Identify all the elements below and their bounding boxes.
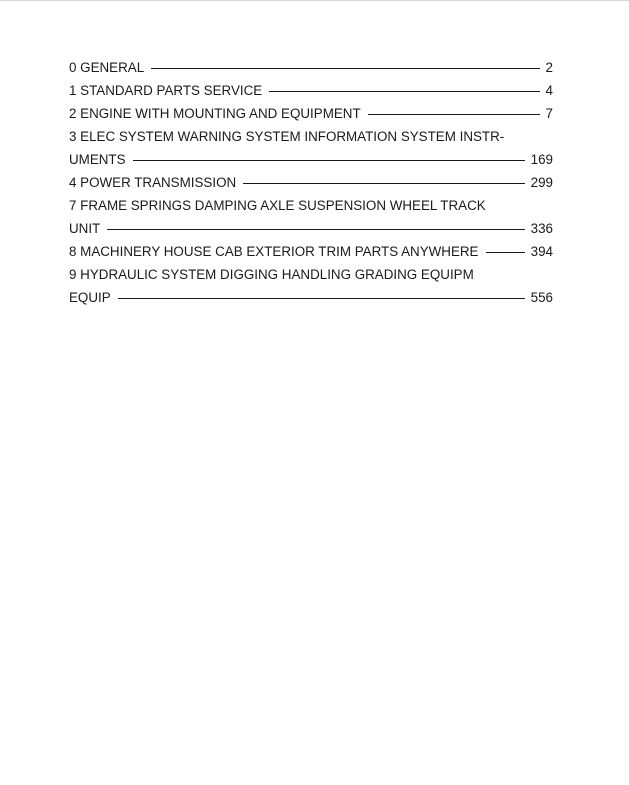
toc-entry-title: 2 ENGINE WITH MOUNTING AND EQUIPMENT <box>69 106 361 121</box>
toc-page-number: 169 <box>530 152 553 167</box>
table-of-contents <box>69 56 553 309</box>
toc-page-number: 394 <box>530 244 553 259</box>
toc-leader-line <box>368 114 540 115</box>
toc-leader-line <box>107 229 524 230</box>
page-top-border <box>0 0 629 1</box>
toc-entry-title-line1: 3 ELEC SYSTEM WARNING SYSTEM INFORMATION SYSTEM INSTR- <box>69 129 505 144</box>
toc-leader-line <box>133 160 525 161</box>
toc-entry-title-line2: UNIT <box>69 221 101 236</box>
toc-entry-elec-system[interactable] <box>69 125 553 171</box>
toc-entry-title-line2: EQUIP <box>69 290 111 305</box>
toc-entry-title-line1: 9 HYDRAULIC SYSTEM DIGGING HANDLING GRADING EQUIPM <box>69 267 474 282</box>
toc-entry-general[interactable] <box>69 56 553 79</box>
toc-page-number: 4 <box>545 83 553 98</box>
toc-entry-title-line2: UMENTS <box>69 152 126 167</box>
toc-entry-frame-springs[interactable] <box>69 194 553 240</box>
toc-line <box>69 148 553 171</box>
toc-entry-machinery-house[interactable] <box>69 240 553 263</box>
toc-entry-title: 0 GENERAL <box>69 60 145 75</box>
toc-leader-line <box>118 298 525 299</box>
toc-page-number: 2 <box>545 60 553 75</box>
toc-entry-title: 8 MACHINERY HOUSE CAB EXTERIOR TRIM PARTS ANYWHERE <box>69 244 479 259</box>
toc-line <box>69 102 553 125</box>
toc-entry-hydraulic-system[interactable] <box>69 263 553 309</box>
toc-leader-line <box>486 252 525 253</box>
toc-page-number: 556 <box>530 290 553 305</box>
toc-entry-engine[interactable] <box>69 102 553 125</box>
toc-line <box>69 240 553 263</box>
toc-entry-power-transmission[interactable] <box>69 171 553 194</box>
toc-entry-title-line1: 7 FRAME SPRINGS DAMPING AXLE SUSPENSION WHEEL TRACK <box>69 198 486 213</box>
toc-entry-standard-parts-service[interactable] <box>69 79 553 102</box>
toc-page-number: 336 <box>530 221 553 236</box>
toc-page-number: 7 <box>545 106 553 121</box>
toc-line <box>69 56 553 79</box>
toc-leader-line <box>269 91 539 92</box>
toc-line <box>69 171 553 194</box>
toc-line <box>69 217 553 240</box>
toc-line <box>69 286 553 309</box>
toc-leader-line <box>151 68 539 69</box>
toc-entry-title: 4 POWER TRANSMISSION <box>69 175 237 190</box>
toc-line <box>69 79 553 102</box>
toc-leader-line <box>243 183 524 184</box>
toc-entry-title: 1 STANDARD PARTS SERVICE <box>69 83 263 98</box>
toc-page-number: 299 <box>530 175 553 190</box>
